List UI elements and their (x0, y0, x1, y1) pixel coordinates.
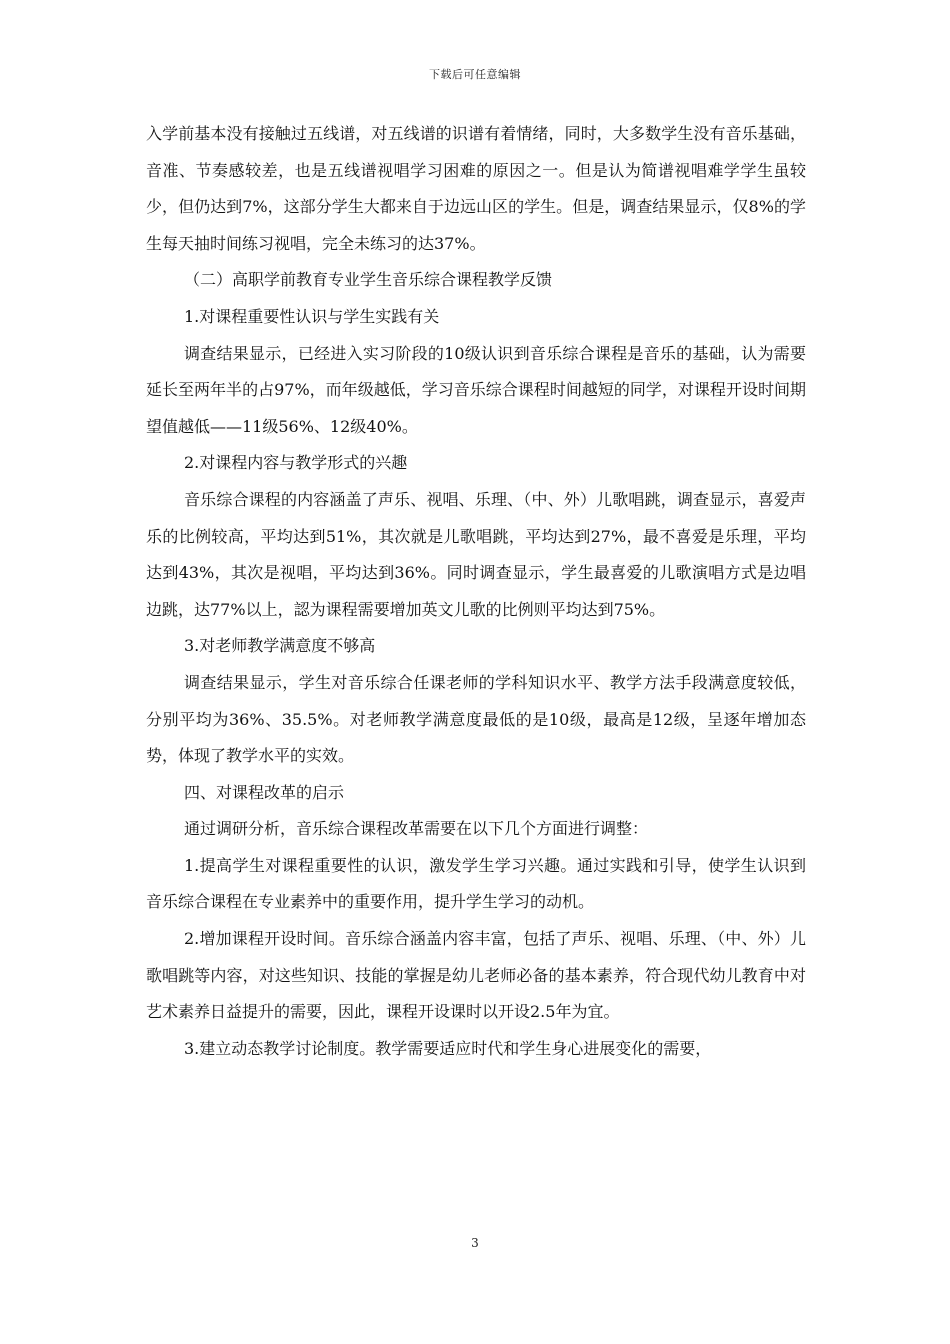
paragraph: 调查结果显示，已经进入实习阶段的10级认识到音乐综合课程是音乐的基础，认为需要延长至两年半的占97%，而年级越低，学习音乐综合课程时间越短的同学，对课程开设时间期望值越低——11级56%、12级40%。 (146, 343, 806, 436)
section-heading: （二）高职学前教育专业学生音乐综合课程教学反馈 (184, 270, 553, 290)
page-header: 下载后可任意编辑 (429, 68, 521, 81)
subsection-heading: 3.对老师教学满意度不够高 (184, 636, 376, 656)
paragraph: 通过调研分析，音乐综合课程改革需要在以下几个方面进行调整： (184, 819, 649, 839)
list-item: 1.提高学生对课程重要性的认识，激发学生学习兴趣。通过实践和引导，使学生认识到音乐综合课程在专业素养中的重要作用，提升学生学习的动机。 (146, 855, 806, 912)
list-item: 2.增加课程开设时间。音乐综合涵盖内容丰富，包括了声乐、视唱、乐理、（中、外）儿歌唱跳等内容，对这些知识、技能的掌握是幼儿老师必备的基本素养，符合现代幼儿教育中对艺术素养日益提升的需要，因此，课程开设课时以开设2.5年为宜。 (146, 929, 806, 1022)
page-number: 3 (471, 1236, 479, 1250)
list-item: 3.建立动态教学讨论制度。教学需要适应时代和学生身心进展变化的需要， (184, 1038, 712, 1058)
paragraph: 调查结果显示，学生对音乐综合任课老师的学科知识水平、教学方法手段满意度较低，分别平均为36%、35.5%。对老师教学满意度最低的是10级，最高是12级，呈逐年增加态势，体现了教学水平的实效。 (146, 672, 806, 766)
section-heading: 四、对课程改革的启示 (184, 782, 345, 802)
subsection-heading: 2.对课程内容与教学形式的兴趣 (184, 453, 408, 473)
paragraph: 入学前基本没有接触过五线谱，对五线谱的识谱有着情绪，同时，大多数学生没有音乐基础，音准、节奏感较差，也是五线谱视唱学习困难的原因之一。但是认为简谱视唱难学学生虽较少，但仍达到7%，这部分学生大都来自于边远山区的学生。但是，调查结果显示，仅8%的学生每天抽时间练习视唱，完全未练习的达37%。 (146, 124, 806, 253)
paragraph: 音乐综合课程的内容涵盖了声乐、视唱、乐理、（中、外）儿歌唱跳，调查显示，喜爱声乐的比例较高，平均达到51%，其次就是儿歌唱跳，平均达到27%，最不喜爱是乐理，平均达到43%，其次是视唱，平均达到36%。同时调查显示，学生最喜爱的儿歌演唱方式是边唱边跳，达77%以上，認为课程需要增加英文儿歌的比例则平均达到75%。 (146, 489, 806, 619)
document-body (146, 116, 806, 1067)
subsection-heading: 1.对课程重要性认识与学生实践有关 (184, 306, 440, 326)
